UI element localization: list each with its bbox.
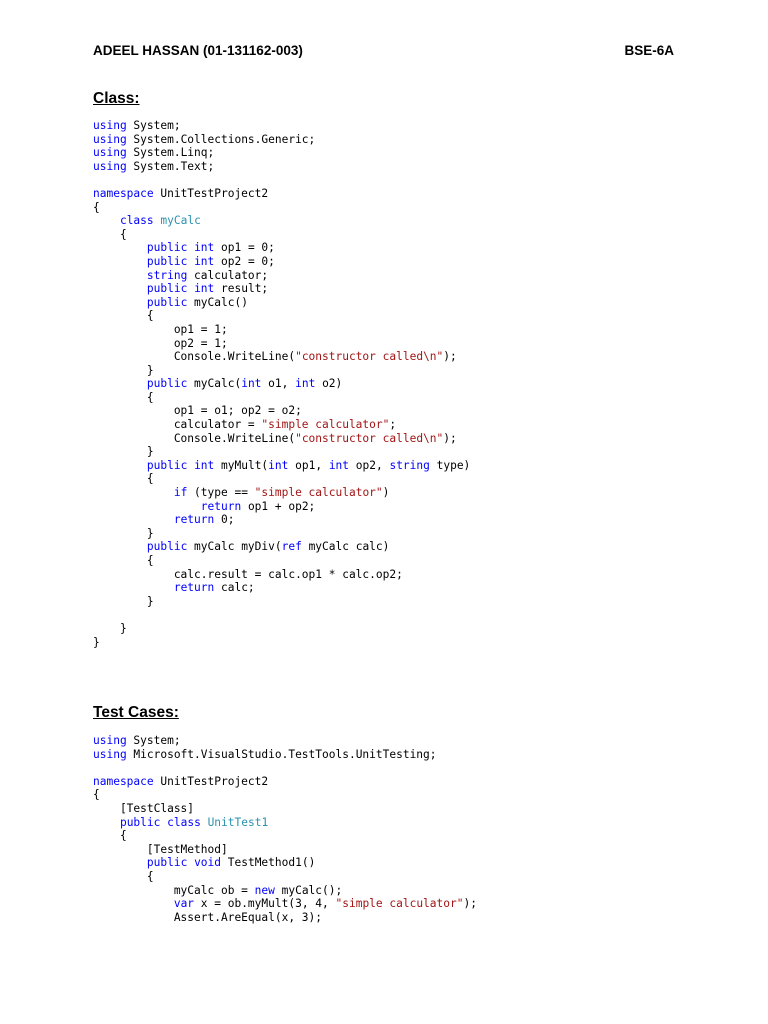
code-token: type) <box>429 458 471 472</box>
code-token: return <box>200 499 242 513</box>
code-token: ; <box>389 418 397 432</box>
code-token: op1 = 1; <box>93 322 228 336</box>
code-line <box>93 829 477 843</box>
code-token: UnitTest1 <box>207 815 269 829</box>
code-token: string <box>146 268 188 282</box>
code-token <box>93 513 174 526</box>
code-token: } <box>93 445 154 459</box>
code-token: int <box>194 282 215 296</box>
code-token: } <box>93 363 154 377</box>
code-line <box>93 581 470 595</box>
code-token <box>93 486 174 499</box>
code-token: result; <box>214 282 269 296</box>
code-token: public <box>146 377 188 391</box>
code-token: ); <box>443 350 457 364</box>
code-line <box>93 391 470 405</box>
code-token: string <box>389 458 430 472</box>
code-token: { <box>93 788 100 802</box>
code-token <box>93 255 147 268</box>
code-token: ) <box>382 486 390 500</box>
code-token: calculator; <box>187 268 269 282</box>
code-line <box>93 816 477 830</box>
code-line <box>93 133 470 147</box>
code-token: public <box>146 540 188 554</box>
code-token: { <box>93 390 154 404</box>
code-token: if <box>173 486 188 500</box>
code-line <box>93 748 477 762</box>
code-token: "constructor called\n" <box>295 350 444 364</box>
code-line <box>93 282 470 296</box>
code-token: namespace <box>93 186 154 200</box>
code-token: ); <box>463 897 477 911</box>
code-line <box>93 445 470 459</box>
code-line <box>93 636 470 650</box>
code-line <box>93 884 477 898</box>
code-line <box>93 734 477 748</box>
code-token: namespace <box>93 774 154 788</box>
code-token <box>93 816 120 829</box>
code-token: { <box>93 309 154 323</box>
code-token <box>93 282 147 295</box>
code-token: ref <box>281 540 302 554</box>
code-token: } <box>93 635 100 649</box>
code-token: public <box>146 241 188 255</box>
code-line <box>93 500 470 514</box>
code-token: System.Linq; <box>126 146 215 160</box>
code-token: "simple calculator" <box>261 418 390 432</box>
code-token: using <box>93 159 127 173</box>
code-token: "simple calculator" <box>254 486 383 500</box>
code-line <box>93 309 470 323</box>
code-token <box>93 897 174 910</box>
code-token: op1, <box>288 458 329 472</box>
code-line <box>93 856 477 870</box>
code-token: myCalc ob = <box>93 883 255 897</box>
code-token: class <box>167 815 201 829</box>
code-line <box>93 377 470 391</box>
code-token: System.Text; <box>126 159 215 173</box>
code-token: myCalc calc) <box>301 540 390 554</box>
code-token: myCalc <box>160 214 201 228</box>
code-token: using <box>93 146 127 160</box>
code-token: { <box>93 869 154 883</box>
code-token <box>93 459 147 472</box>
code-token: op1 + op2; <box>241 499 316 513</box>
code-line <box>93 350 470 364</box>
code-token: public <box>146 856 188 870</box>
code-token: { <box>93 200 100 214</box>
code-token: int <box>194 254 215 268</box>
code-token: [TestClass] <box>93 801 195 815</box>
code-line <box>93 241 470 255</box>
code-token: int <box>268 458 289 472</box>
code-line <box>93 296 470 310</box>
code-line <box>93 214 470 228</box>
code-token: using <box>93 734 127 747</box>
code-token: System; <box>126 119 181 132</box>
code-token: UnitTestProject2 <box>153 186 269 200</box>
code-line <box>93 323 470 337</box>
code-token: op1 = 0; <box>214 241 275 255</box>
code-token: } <box>93 594 154 608</box>
code-line <box>93 527 470 541</box>
code-token: 0; <box>214 513 235 527</box>
code-token: void <box>194 856 222 870</box>
code-line <box>93 255 470 269</box>
code-line <box>93 364 470 378</box>
code-token: myCalc( <box>187 377 242 391</box>
code-token: } <box>93 621 127 635</box>
code-token: public <box>146 254 188 268</box>
code-token: System.Collections.Generic; <box>126 132 316 146</box>
code-token <box>93 269 147 282</box>
code-token <box>93 296 147 309</box>
code-line <box>93 486 470 500</box>
class-section-title: Class: <box>93 90 140 107</box>
code-token <box>93 214 120 227</box>
code-token: ); <box>443 431 457 445</box>
code-line <box>93 404 470 418</box>
code-line <box>93 622 470 636</box>
code-token <box>93 500 201 513</box>
author-header: ADEEL HASSAN (01-131162-003) <box>93 43 303 58</box>
code-line <box>93 269 470 283</box>
code-token: using <box>93 747 127 761</box>
code-token <box>201 816 208 829</box>
code-token: int <box>328 458 350 472</box>
code-line <box>93 418 470 432</box>
code-line <box>93 432 470 446</box>
code-line <box>93 595 470 609</box>
code-token: UnitTestProject2 <box>153 774 269 788</box>
code-line <box>93 540 470 554</box>
code-line <box>93 897 477 911</box>
code-token: int <box>241 377 262 391</box>
code-token: public <box>119 815 161 829</box>
code-token: } <box>93 526 154 540</box>
code-token: using <box>93 119 127 132</box>
code-line <box>93 459 470 473</box>
code-token: o2) <box>315 377 343 391</box>
code-line <box>93 472 470 486</box>
code-token: myMult( <box>214 458 269 472</box>
code-token: new <box>254 883 275 897</box>
code-token: int <box>295 377 316 391</box>
section-header: BSE-6A <box>624 43 674 58</box>
code-line <box>93 761 477 775</box>
test-cases-code-block <box>93 734 477 924</box>
code-token: System; <box>126 734 181 747</box>
code-token: myCalc myDiv( <box>187 540 282 554</box>
code-line <box>93 911 477 925</box>
code-token: { <box>93 227 127 241</box>
code-token <box>93 540 147 553</box>
code-token: Microsoft.VisualStudio.TestTools.UnitTesting; <box>126 747 437 761</box>
code-token: int <box>194 458 215 472</box>
code-token <box>93 377 147 390</box>
code-token: Console.WriteLine( <box>93 431 296 445</box>
code-token: Assert.AreEqual(x, 3); <box>93 910 323 924</box>
code-token: myCalc(); <box>274 883 343 897</box>
code-token: { <box>93 829 127 843</box>
code-token: Console.WriteLine( <box>93 350 296 364</box>
code-token: calc.result = calc.op1 * calc.op2; <box>93 567 403 581</box>
code-token: { <box>93 472 154 486</box>
code-token: op2, <box>349 458 390 472</box>
code-token: op2 = 1; <box>93 336 228 350</box>
code-line <box>93 775 477 789</box>
code-line <box>93 788 477 802</box>
class-code-block <box>93 119 470 649</box>
code-token: o1, <box>261 377 296 391</box>
code-line <box>93 513 470 527</box>
code-token: calculator = <box>93 418 262 432</box>
code-line <box>93 554 470 568</box>
code-token: class <box>119 214 154 228</box>
code-token: op2 = 0; <box>214 254 275 268</box>
code-token: TestMethod1() <box>221 856 316 870</box>
code-token: int <box>194 241 215 255</box>
code-token: return <box>173 581 215 595</box>
code-token: "simple calculator" <box>335 897 464 911</box>
code-line <box>93 337 470 351</box>
code-token: public <box>146 295 188 309</box>
code-line <box>93 146 470 160</box>
code-token: public <box>146 458 188 472</box>
code-token <box>93 241 147 254</box>
code-line <box>93 228 470 242</box>
code-line <box>93 843 477 857</box>
code-token: var <box>173 897 195 911</box>
code-token: public <box>146 282 188 296</box>
code-token: op1 = o1; op2 = o2; <box>93 404 302 418</box>
code-line <box>93 568 470 582</box>
code-line <box>93 119 470 133</box>
test-cases-section-title: Test Cases: <box>93 704 179 721</box>
code-line <box>93 187 470 201</box>
code-line <box>93 802 477 816</box>
code-token: using <box>93 132 127 146</box>
code-token: x = ob.myMult(3, 4, <box>194 897 336 911</box>
code-token <box>93 581 174 594</box>
code-line <box>93 173 470 187</box>
code-token <box>93 856 147 869</box>
code-token: (type == <box>187 486 255 500</box>
code-line <box>93 160 470 174</box>
code-token: "constructor called\n" <box>295 431 444 445</box>
code-line <box>93 870 477 884</box>
code-token: return <box>173 513 215 527</box>
code-token: myCalc() <box>187 295 248 309</box>
code-token: calc; <box>214 581 255 595</box>
code-token: [TestMethod] <box>93 842 228 856</box>
code-line <box>93 201 470 215</box>
code-line <box>93 608 470 622</box>
code-token: { <box>93 554 154 567</box>
